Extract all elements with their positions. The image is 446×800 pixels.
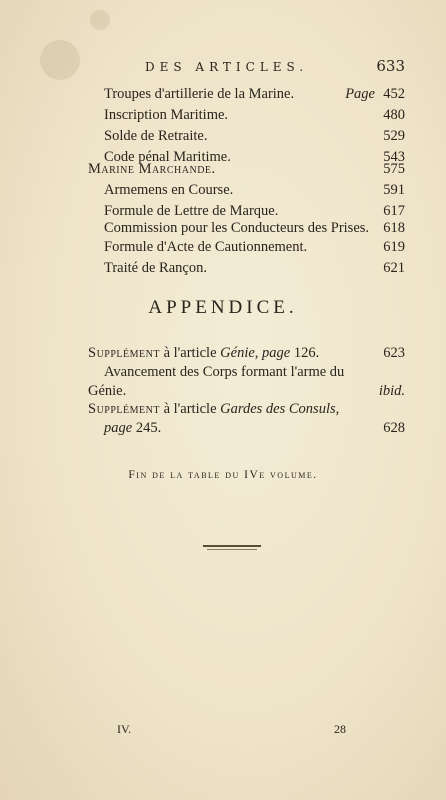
toc-entry-page: 617 [383, 203, 405, 219]
ornamental-rule [207, 549, 257, 550]
page-ref: 126. [290, 345, 320, 361]
supplement-lead: Supplément [88, 345, 160, 361]
toc-entry-page: 529 [383, 128, 405, 144]
foxing-stain [40, 40, 80, 80]
appendix-sub-entry-line1: Avancement des Corps formant l'arme du [104, 364, 345, 380]
toc-section-label: Marine Marchande. [88, 161, 216, 177]
appendix-entry-page: 628 [383, 420, 405, 436]
toc-entry-label: Inscription Maritime. [104, 107, 229, 123]
ornamental-rule [203, 545, 261, 547]
toc-page-word: Page [345, 86, 375, 102]
article-name: Gardes des Consuls, [220, 401, 340, 417]
toc-entry-label: Traité de Rançon. [104, 260, 207, 276]
appendix-heading: APPENDICE. [148, 297, 298, 318]
toc-entry-label: Formule de Lettre de Marque. [104, 203, 279, 219]
toc-entry-label: Armemens en Course. [104, 182, 234, 198]
entry-text: , [254, 345, 263, 361]
toc-entry-page: 618 [383, 220, 405, 236]
toc-entry-label: Formule d'Acte de Cautionnement. [104, 239, 308, 255]
toc-entry-label: Solde de Retraite. [104, 128, 208, 144]
appendix-entry-page: 623 [383, 345, 405, 361]
appendix-sub-entry-line2: Génie. [88, 383, 127, 399]
running-title: DES ARTICLES. [145, 60, 309, 74]
toc-entry-page: 480 [383, 107, 405, 123]
toc-entry-page: 591 [383, 182, 405, 198]
entry-text: à l'article [159, 345, 221, 361]
appendix-entry-label [104, 419, 161, 437]
footer-mark: 28 [334, 722, 346, 736]
appendix-entry-page: ibid. [378, 383, 405, 399]
toc-entry-page: 543 [383, 149, 405, 165]
running-header [145, 57, 405, 75]
toc-entry-page: 621 [383, 260, 405, 276]
signature-mark: IV. [117, 722, 132, 736]
toc-entry-label: Code pénal Maritime. [104, 149, 231, 165]
foxing-stain [90, 10, 110, 30]
toc-entry-page: 452 [383, 86, 405, 102]
toc-entry-page: 619 [383, 239, 405, 255]
supplement-lead: Supplément [88, 401, 160, 417]
article-name: Génie [220, 345, 255, 361]
page-number: 633 [376, 57, 405, 75]
appendix-entry-label [88, 400, 339, 418]
page-word: page [104, 420, 133, 436]
page-ref: 245. [132, 420, 162, 436]
appendix-entry-label [88, 344, 319, 362]
toc-entry-label: Commission pour les Conducteurs des Prises. [104, 220, 370, 236]
closing-line: Fin de la table du IVe volume. [128, 469, 318, 481]
toc-entry-label: Troupes d'artillerie de la Marine. [104, 86, 295, 102]
page-word: page [262, 345, 291, 361]
toc-entry-page: 575 [383, 161, 405, 177]
entry-text: à l'article [159, 401, 221, 417]
